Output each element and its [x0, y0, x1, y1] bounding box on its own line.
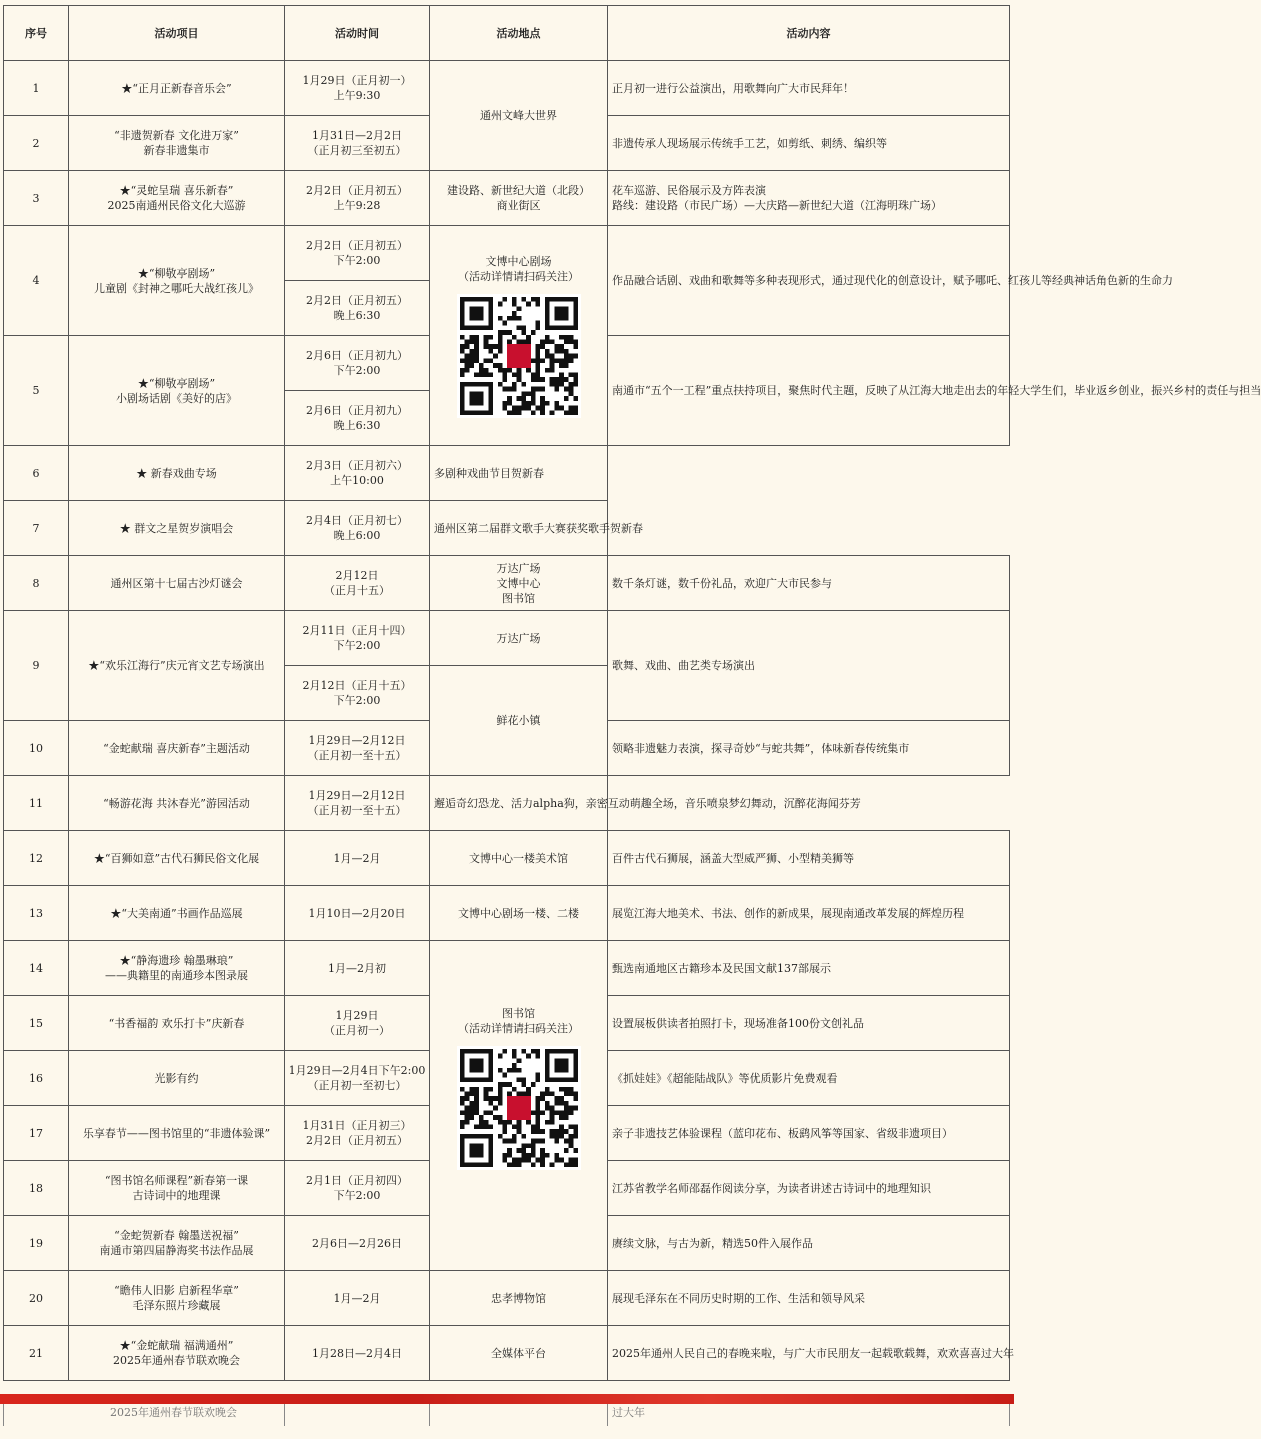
activity-venue	[430, 556, 608, 611]
cell-line: 2月6日—2月26日	[312, 1236, 402, 1250]
cell-line: 古诗词中的地理课	[132, 1189, 221, 1202]
row-number: 7	[4, 501, 69, 556]
cell-line: 数千条灯谜，数千份礼品，欢迎广大市民参与	[612, 576, 832, 590]
activity-item	[69, 556, 285, 611]
cell-line: 南通市第四届静海奖书法作品展	[99, 1244, 254, 1257]
activity-item	[69, 171, 285, 226]
row-number: 18	[4, 1161, 69, 1216]
activity-time	[285, 1326, 430, 1381]
qr-code-library	[457, 1046, 581, 1170]
cell-line: 花车巡游、民俗展示及方阵表演	[612, 184, 766, 197]
cell-line: ★“大美南通”书画作品巡展	[110, 906, 243, 920]
cell-line: 1月29日（正月初一）	[302, 74, 412, 87]
table-row	[4, 941, 1010, 996]
cell-line: （正月初一至十五）	[307, 749, 407, 762]
row-number: 3	[4, 171, 69, 226]
cell-line: 领略非遗魅力表演，探寻奇妙“与蛇共舞”，体味新春传统集市	[612, 741, 910, 755]
activity-venue-merged	[430, 226, 608, 446]
cell-line: 上午10:00	[330, 474, 384, 487]
activity-content	[608, 1106, 1010, 1161]
cell-line: 《抓娃娃》《超能陆战队》等优质影片免费观看	[612, 1071, 838, 1085]
activity-item	[69, 1106, 285, 1161]
activity-time	[285, 996, 430, 1051]
cell-line: 2025年通州春节联欢晚会	[113, 1354, 240, 1367]
cell-line: 下午2:00	[333, 1189, 381, 1202]
cell-line: 正月初一进行公益演出，用歌舞向广大市民拜年！	[612, 81, 854, 95]
activity-content	[608, 171, 1010, 226]
cell-line: 设置展板供读者拍照打卡，现场准备100份文创礼品	[612, 1016, 864, 1030]
cell-line: （正月十五）	[324, 584, 390, 597]
activity-content	[608, 941, 1010, 996]
cell-line: 1月—2月	[333, 1291, 381, 1305]
cell-line: 文博中心剧场	[485, 254, 552, 268]
cell-line: （正月初一至十五）	[307, 804, 407, 817]
activity-venue	[430, 886, 608, 941]
activity-time	[285, 336, 430, 391]
activity-venue	[430, 831, 608, 886]
activity-time	[285, 1216, 430, 1271]
activity-time	[285, 831, 430, 886]
activity-content	[608, 1326, 1014, 1381]
row-number: 19	[4, 1216, 69, 1271]
activity-time	[285, 171, 430, 226]
header-no: 序号	[4, 6, 69, 61]
cell-line: 乐享春节——图书馆里的“非遗体验课”	[82, 1126, 271, 1140]
ghost-item-text: 2025年通州春节联欢晚会	[110, 1406, 237, 1419]
activity-content	[608, 556, 1010, 611]
cell-line: 商业街区	[496, 199, 541, 212]
cell-line: 亲子非遗技艺体验课程（蓝印花布、板鹞风筝等国家、省级非遗项目）	[612, 1126, 953, 1140]
activity-time	[285, 776, 430, 831]
activity-time	[285, 886, 430, 941]
activity-venue-merged	[430, 941, 608, 1271]
activity-time	[285, 611, 430, 666]
activity-content	[608, 611, 1010, 721]
activity-item	[69, 116, 285, 171]
cell-line: 鲜花小镇	[496, 714, 541, 727]
cell-line: ★“欢乐江海行”庆元宵文艺专场演出	[88, 659, 265, 672]
table-row	[4, 556, 1010, 611]
cell-line: “金蛇献瑞 喜庆新春”主题活动	[103, 741, 250, 755]
cell-line: ★ 新春戏曲专场	[136, 466, 217, 480]
activity-venue	[430, 1271, 608, 1326]
row-number: 2	[4, 116, 69, 171]
activity-item	[69, 446, 285, 501]
activity-time	[285, 501, 430, 556]
cell-line: 通州文峰大世界	[480, 109, 557, 122]
activity-content	[608, 1216, 1010, 1271]
cell-line: 路线：建设路（市民广场）—大庆路—新世纪大道（江海明珠广场）	[612, 199, 942, 212]
cell-line: ★“百狮如意”古代石狮民俗文化展	[93, 851, 260, 865]
cell-line: 图书馆	[502, 591, 535, 605]
activity-venue-merged	[430, 61, 608, 171]
cell-line: “图书馆名师课程”新春第一课	[104, 1174, 249, 1187]
activity-venue	[430, 611, 608, 666]
cell-line: 新春非遗集市	[143, 144, 210, 157]
table-row	[4, 776, 1010, 831]
cell-line: 南通市“五个一工程”重点扶持项目，聚焦时代主题，反映了从江海大地走出去的年轻大学生们，毕业返乡创业，振兴乡村的责任与担当	[612, 384, 1261, 397]
cell-line: 文博中心剧场一楼、二楼	[458, 906, 579, 920]
activity-time	[285, 446, 430, 501]
activity-content	[608, 116, 1010, 171]
activity-content	[430, 446, 608, 501]
cell-line: 1月29日—2月12日	[308, 789, 406, 802]
activity-content	[608, 996, 1010, 1051]
cell-line: “瞻伟人旧影 启新程华章”	[114, 1284, 239, 1297]
cell-line: 图书馆	[502, 1007, 535, 1020]
activity-item	[69, 501, 285, 556]
table-row	[4, 1271, 1010, 1326]
activity-item	[69, 941, 285, 996]
cell-line: ★“柳敬亭剧场”	[137, 266, 216, 280]
header-time: 活动时间	[285, 6, 430, 61]
cell-line: 儿童剧《封神之哪吒大战红孩儿》	[94, 281, 259, 295]
activity-item	[69, 1216, 285, 1271]
cell-line: （正月初一）	[324, 1024, 390, 1037]
table-row	[4, 886, 1010, 941]
cell-line: 建设路、新世纪大道（北段）	[447, 184, 590, 197]
cell-line: 作品融合话剧、戏曲和歌舞等多种表现形式，通过现代化的创意设计，赋予哪吒、红孩儿等经典神话角色新的生命力	[612, 274, 1173, 287]
activity-content	[430, 501, 643, 556]
cell-line: 2月11日（正月十四）	[302, 624, 412, 637]
row-number: 14	[4, 941, 69, 996]
activity-item	[69, 831, 285, 886]
cell-line: 小剧场话剧《美好的店》	[116, 391, 237, 405]
activity-venue-merged	[430, 666, 608, 776]
activity-item	[69, 776, 285, 831]
cell-line: 2025南通州民俗文化大巡游	[107, 199, 246, 212]
cell-line: ★ 群文之星贺岁演唱会	[119, 521, 234, 535]
cell-line: 2月12日（正月十五）	[302, 679, 412, 692]
row-number: 5	[4, 336, 69, 446]
cell-line: 2月2日（正月初五）	[306, 239, 408, 252]
cell-line: 全媒体平台	[491, 1346, 546, 1360]
cell-line: 万达广场	[496, 561, 541, 575]
activity-time	[285, 666, 430, 721]
activity-time	[285, 1051, 430, 1106]
header-content: 活动内容	[608, 6, 1010, 61]
cell-line: 2月4日（正月初七）	[306, 514, 408, 527]
activity-time	[285, 226, 430, 281]
footer-red-band	[0, 1394, 1014, 1404]
cell-line: 百件古代石狮展，涵盖大型威严狮、小型精美狮等	[612, 851, 854, 865]
cell-line: 2月6日（正月初九）	[306, 404, 408, 417]
cell-line: ★“静海遗珍 翰墨琳琅”	[119, 954, 234, 967]
cell-line: 晚上6:30	[333, 419, 381, 432]
row-number: 1	[4, 61, 69, 116]
cell-line: ★“灵蛇呈瑞 喜乐新春”	[119, 184, 234, 197]
activity-time	[285, 1106, 430, 1161]
cell-line: “非遗贺新春 文化进万家”	[114, 129, 239, 142]
cell-line: 2025年通州人民自己的春晚来啦，与广大市民朋友一起载歌载舞，欢欢喜喜过大年	[612, 1346, 1014, 1360]
cell-line: 通州区第二届群文歌手大赛获奖歌手贺新春	[434, 521, 643, 535]
cell-line: 2月1日（正月初四）	[306, 1174, 408, 1187]
cell-line: 2月6日（正月初九）	[306, 349, 408, 362]
cell-line: ★“金蛇献瑞 福满通州”	[119, 1339, 234, 1352]
cell-line: （活动详情请扫码关注）	[458, 1022, 579, 1035]
row-number: 11	[4, 776, 69, 831]
activity-time	[285, 941, 430, 996]
cell-line: 1月10日—2月20日	[308, 906, 406, 920]
cell-line: ——典籍里的南通珍本图录展	[105, 969, 248, 982]
activity-item	[69, 611, 285, 721]
row-number: 8	[4, 556, 69, 611]
activity-content	[430, 776, 861, 831]
activity-content	[608, 1051, 1010, 1106]
activity-content	[608, 721, 1010, 776]
cell-line: 多剧种戏曲节目贺新春	[434, 466, 544, 480]
cell-line: 万达广场	[496, 631, 541, 645]
cell-line: 1月31日（正月初三）	[302, 1119, 412, 1132]
cell-line: 光影有约	[154, 1071, 199, 1085]
activity-item	[69, 1051, 285, 1106]
cell-line: ★“正月正新春音乐会”	[121, 81, 232, 95]
row-number: 20	[4, 1271, 69, 1326]
row-number: 15	[4, 996, 69, 1051]
cell-line: 1月28日—2月4日	[312, 1346, 402, 1360]
activity-content	[608, 1161, 1010, 1216]
cell-line: 歌舞、戏曲、曲艺类专场演出	[612, 659, 755, 672]
row-number: 12	[4, 831, 69, 886]
cell-line: 晚上6:00	[333, 529, 381, 542]
cell-line: 邂逅奇幻恐龙、活力alpha狗，亲密互动萌趣全场，音乐喷泉梦幻舞动，沉醉花海闻芬芳	[434, 796, 861, 810]
cell-line: 1月—2月	[333, 851, 381, 865]
cell-line: 2月2日（正月初五）	[306, 1134, 408, 1147]
activity-venue	[430, 171, 608, 226]
row-number: 13	[4, 886, 69, 941]
cell-line: 展现毛泽东在不同历史时期的工作、生活和领导风采	[612, 1291, 865, 1305]
cell-line: “书香福韵 欢乐打卡”庆新春	[108, 1016, 245, 1030]
cell-line: 上午9:30	[333, 89, 381, 102]
activity-time	[285, 116, 430, 171]
cell-line: 文博中心	[496, 576, 541, 590]
table-row	[4, 501, 1010, 556]
ghost-content-text: 过大年	[612, 1406, 645, 1419]
cell-line: 忠孝博物馆	[491, 1291, 546, 1305]
activity-item	[69, 226, 285, 336]
activity-time	[285, 1271, 430, 1326]
cell-line: 通州区第十七届古沙灯谜会	[110, 576, 243, 590]
activity-item	[69, 996, 285, 1051]
activity-item	[69, 886, 285, 941]
activity-item	[69, 1326, 285, 1381]
activity-time	[285, 391, 430, 446]
cell-line: 1月29日	[335, 1009, 379, 1022]
row-number: 17	[4, 1106, 69, 1161]
activity-time	[285, 1161, 430, 1216]
row-number: 4	[4, 226, 69, 336]
cell-line: 甄选南通地区古籍珍本及民国文献137部展示	[612, 961, 831, 975]
cell-line: 2月2日（正月初五）	[306, 184, 408, 197]
activity-content	[608, 61, 1010, 116]
row-number: 16	[4, 1051, 69, 1106]
activity-content	[608, 1271, 1010, 1326]
cell-line: “畅游花海 共沐春光”游园活动	[103, 796, 250, 810]
cell-line: （正月初三至初五）	[307, 144, 407, 157]
table-row	[4, 446, 1010, 501]
table-row	[4, 226, 1010, 281]
table-row	[4, 61, 1010, 116]
bleed-through-row	[0, 1404, 1014, 1439]
cell-line: 毛泽东照片珍藏展	[132, 1299, 221, 1312]
cell-line: 2月3日（正月初六）	[306, 459, 408, 472]
cell-line: 2月12日	[335, 569, 379, 582]
activity-time	[285, 61, 430, 116]
header-item: 活动项目	[69, 6, 285, 61]
table-row	[4, 171, 1010, 226]
table-row	[4, 831, 1010, 886]
activity-content	[608, 886, 1010, 941]
cell-line: 下午2:00	[333, 364, 381, 377]
cell-line: 下午2:00	[333, 639, 381, 652]
row-number: 9	[4, 611, 69, 721]
row-number: 21	[4, 1326, 69, 1381]
activity-item	[69, 721, 285, 776]
cell-line: 展览江海大地美术、书法、创作的新成果，展现南通改革发展的辉煌历程	[612, 906, 964, 920]
activity-item	[69, 1271, 285, 1326]
activity-schedule-table	[3, 5, 1261, 1381]
activity-time	[285, 281, 430, 336]
cell-line: 2月2日（正月初五）	[306, 294, 408, 307]
activity-venue	[430, 1326, 608, 1381]
activity-item	[69, 336, 285, 446]
cell-line: （活动详情请扫码关注）	[458, 269, 579, 283]
cell-line: 1月31日—2月2日	[312, 129, 402, 142]
cell-line: 晚上6:30	[333, 309, 381, 322]
cell-line: ★“柳敬亭剧场”	[137, 376, 216, 390]
cell-line: 赓续文脉，与古为新，精选50件入展作品	[612, 1236, 813, 1250]
cell-line: 下午2:00	[333, 694, 381, 707]
cell-line: 1月29日—2月4日下午2:00	[288, 1064, 426, 1077]
cell-line: 文博中心一楼美术馆	[469, 851, 568, 865]
activity-time	[285, 721, 430, 776]
cell-line: 上午9:28	[333, 199, 381, 212]
cell-line: 1月29日—2月12日	[308, 734, 406, 747]
activity-content	[608, 336, 1261, 446]
row-number: 6	[4, 446, 69, 501]
row-number: 10	[4, 721, 69, 776]
header-venue: 活动地点	[430, 6, 608, 61]
activity-item	[69, 61, 285, 116]
qr-code-theatre	[457, 294, 581, 418]
activity-item	[69, 1161, 285, 1216]
table-row	[4, 1326, 1010, 1381]
cell-line: “金蛇贺新春 翰墨送祝福”	[114, 1229, 239, 1242]
activity-time	[285, 556, 430, 611]
activity-content	[608, 226, 1173, 336]
cell-line: 1月—2月初	[328, 961, 386, 975]
cell-line: （正月初一至初七）	[307, 1079, 407, 1092]
cell-line: 下午2:00	[333, 254, 381, 267]
table-row	[4, 611, 1010, 666]
cell-line: 非遗传承人现场展示传统手工艺，如剪纸、刺绣、编织等	[612, 136, 887, 150]
cell-line: 江苏省教学名师邵磊作阅读分享，为读者讲述古诗词中的地理知识	[612, 1181, 931, 1195]
activity-content	[608, 831, 1010, 886]
